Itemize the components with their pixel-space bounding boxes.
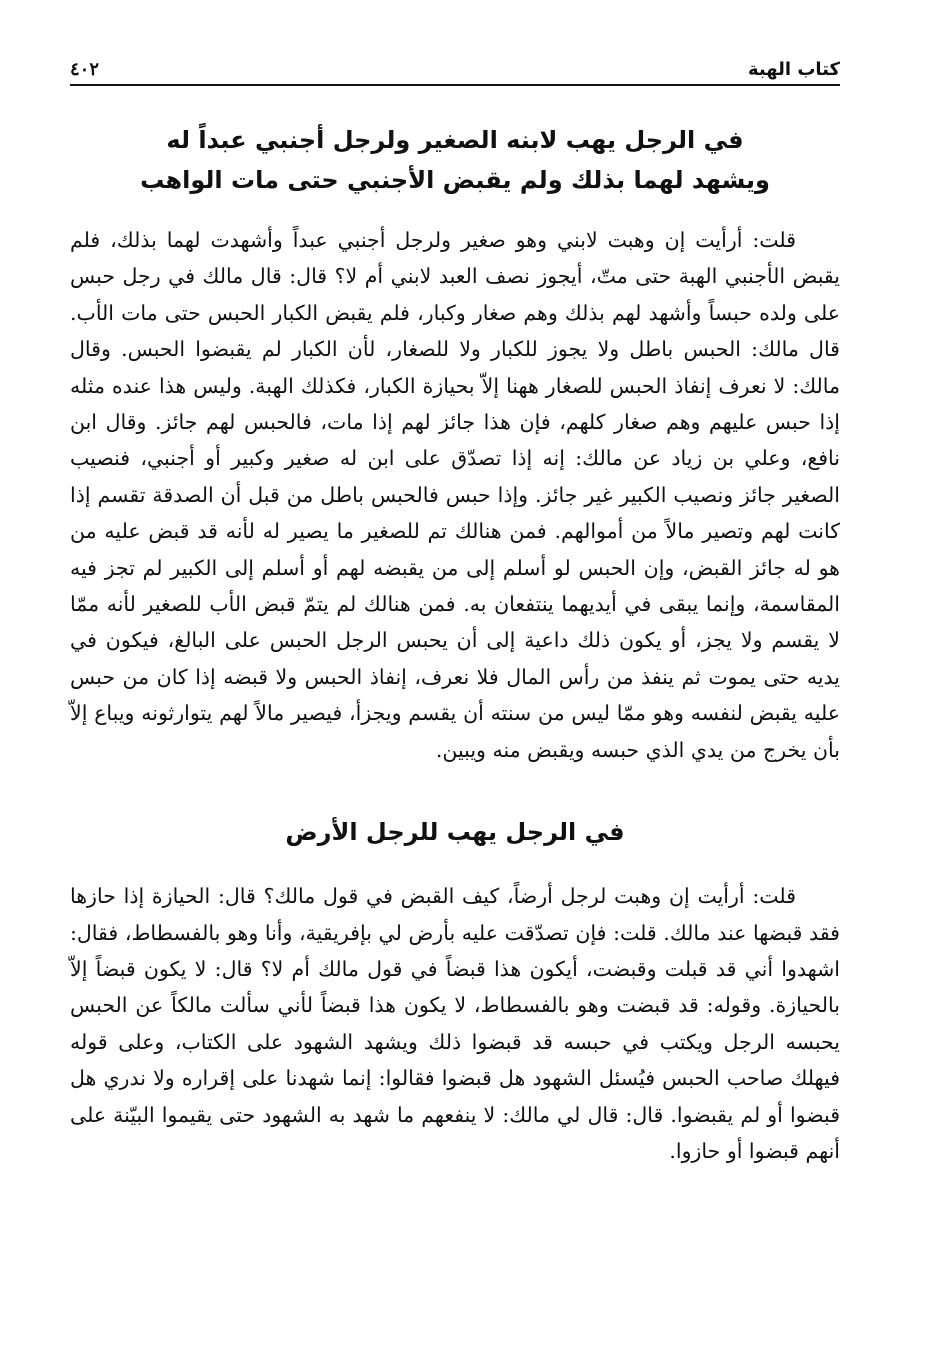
book-page bbox=[70, 40, 840, 1340]
section-heading-1-line2: ويشهد لهما بذلك ولم يقبض الأجنبي حتى مات الواهب bbox=[140, 166, 770, 194]
section-2-body: قلت: أرأيت إن وهبت لرجل أرضاً، كيف القبض في قول مالك؟ قال: الحيازة إذا حازها فقد قبضها عند مالك. قلت: فإن تصدّقت عليه بأرض لي بإفريقية، وأنا وهو بالفسطاط، فقال: اشهدوا أني قد قبلت وقبضت، أيكون هذا قبضاً في قول مالك أم لا؟ قال: لا يكون قبضاً إلاّ بالحيازة. وقوله: قد قبضت وهو بالفسطاط، لا يكون هذا قبضاً لأني سألت مالكاً عن الحبس يحبسه الرجل ويكتب في حبسه قد قبضوا ذلك ويشهد الشهود على الكتاب، وعلى قوله فيهلك صاحب الحبس فيُسئل الشهود هل قبضوا فقالوا: إنما شهدنا على إقراره ولا ندري هل قبضوا أو لم يقبضوا. قال: قال لي مالك: لا ينفعهم ما شهد به الشهود حتى يقيموا البيّنة على أنهم قبضوا أو حازوا. bbox=[70, 884, 840, 1163]
book-title: كتاب الهبة bbox=[747, 59, 840, 80]
section-1-body: قلت: أرأيت إن وهبت لابني وهو صغير ولرجل أجنبي عبداً وأشهدت لهما بذلك، فلم يقبض الأجنبي الهبة حتى متّ، أيجوز نصف العبد لابني أم لا؟ قال: قال مالك في رجل حبس على ولده حبساً وأشهد لهم بذلك وهم صغار وكبار، فلم يقبض الكبار الحبس حتى مات الأب. قال مالك: الحبس باطل ولا يجوز للكبار ولا للصغار، لأن الكبار لم يقبضوا الحبس. وقال مالك: لا نعرف إنفاذ الحبس للصغار ههنا إلاّ بحيازة الكبار، فكذلك الهبة. وليس هذا عنده مثله إذا حبس عليهم وهم صغار كلهم، فإن هذا جائز لهم إذا مات، فالحبس لهم جائز. وقال ابن نافع، وعلي بن زياد عن مالك: إنه إذا تصدّق على ابن له صغير وكبير أو أجنبي، فنصيب الصغير جائز ونصيب الكبير غير جائز. وإذا حبس فالحبس باطل من قبل أن الصدقة تقسم إذا كانت لهم وتصير مالاً من أموالهم. فمن هنالك تم للصغير ما يصير له لأنه قد قبض عليه من هو له جائز القبض، وإن الحبس لو أسلم إلى من يقبضه لهم أو أسلم إلى الكبير لم تجز فيه المقاسمة، وإنما يبقى في أيديهما ينتفعان به. فمن هنالك لم يتمّ قبض الأب للصغير لأنه ممّا لا يقسم ولا يجز، أو يكون ذلك داعية إلى أن يحبس الرجل الحبس على البالغ، فيكون في يديه حتى يموت ثم ينفذ من رأس المال فلا نعرف، إنفاذ الحبس ولا قبضه إذا كان من حبس عليه يقبض لنفسه وهو ممّا ليس من سنته أن يقسم ويجزأ، فيصير مالاً لهم يتوارثونه ويباع إلاّ بأن يخرج من يدي الذي حبسه ويقبض منه ويبين. bbox=[70, 228, 840, 762]
section-heading-1 bbox=[70, 120, 840, 200]
section-heading-2: في الرجل يهب للرجل الأرض bbox=[285, 818, 625, 847]
page-number: ٤٠٢ bbox=[70, 59, 100, 80]
running-header bbox=[70, 40, 840, 86]
section-heading-1-line1: في الرجل يهب لابنه الصغير ولرجل أجنبي عبداً له bbox=[166, 126, 744, 154]
